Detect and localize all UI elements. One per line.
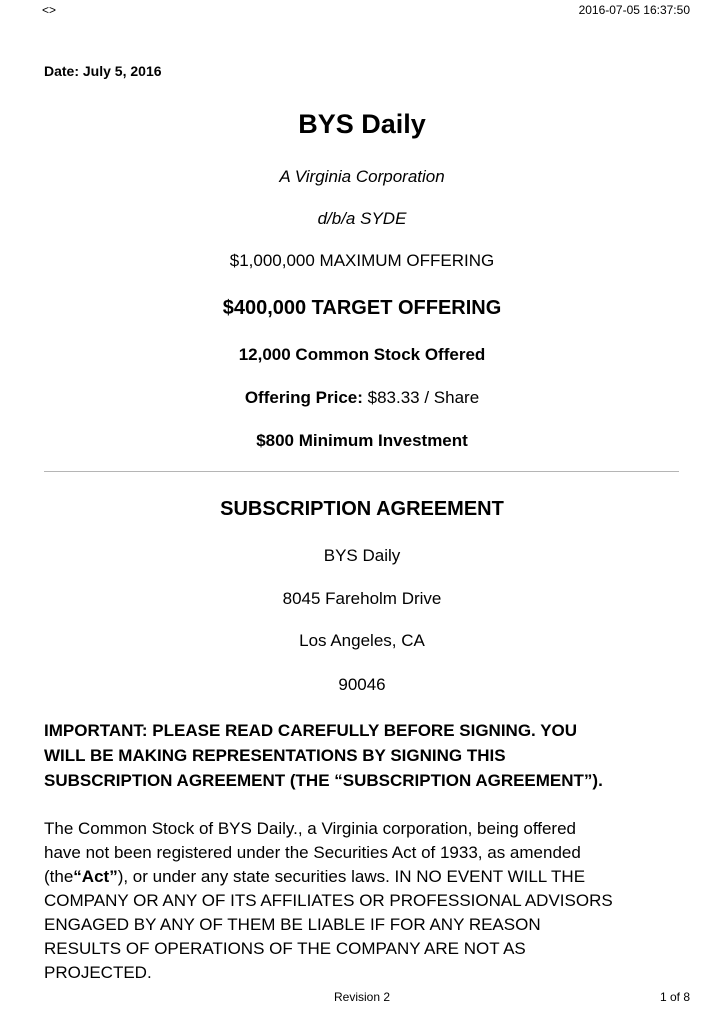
body-paragraph — [44, 817, 709, 985]
dba-line: d/b/a SYDE — [317, 209, 407, 228]
section-divider — [44, 471, 679, 472]
body-line: The Common Stock of BYS Daily., a Virginia corporation, being offered — [44, 819, 576, 838]
body-text: (the — [44, 867, 74, 886]
body-line: PROJECTED. — [44, 963, 152, 982]
company-title: BYS Daily — [298, 109, 426, 139]
address-zip: 90046 — [338, 675, 386, 694]
body-line: RESULTS OF OPERATIONS OF THE COMPANY ARE NOT AS — [44, 939, 526, 958]
offering-price-line — [0, 387, 724, 409]
important-line: WILL BE MAKING REPRESENTATIONS BY SIGNING THIS — [44, 746, 506, 765]
address-name: BYS Daily — [323, 546, 401, 565]
body-text: ), or under any state securities laws. IN NO EVENT WILL THE — [117, 867, 586, 886]
header-left-marker: <> — [42, 3, 57, 17]
target-offering: $400,000 TARGET OFFERING — [222, 297, 502, 319]
header-timestamp: 2016-07-05 16:37:50 — [578, 3, 690, 17]
footer-revision: Revision 2 — [333, 990, 391, 1004]
agreement-heading: SUBSCRIPTION AGREEMENT — [220, 498, 504, 520]
body-line — [44, 865, 709, 889]
body-line: have not been registered under the Securities Act of 1933, as amended — [44, 843, 581, 862]
shares-offered: 12,000 Common Stock Offered — [238, 345, 486, 364]
offering-price-value: $83.33 / Share — [367, 388, 480, 407]
important-line: IMPORTANT: PLEASE READ CAREFULLY BEFORE SIGNING. YOU — [44, 721, 578, 740]
body-line: COMPANY OR ANY OF ITS AFFILIATES OR PROFESSIONAL ADVISORS — [44, 891, 613, 910]
body-line: ENGAGED BY ANY OF THEM BE LIABLE IF FOR ANY REASON — [44, 915, 541, 934]
corporation-line: A Virginia Corporation — [279, 167, 445, 186]
important-line: SUBSCRIPTION AGREEMENT (THE “SUBSCRIPTION AGREEMENT”). — [44, 771, 603, 790]
address-street: 8045 Fareholm Drive — [282, 589, 442, 608]
offering-price-label: Offering Price: — [244, 388, 363, 407]
footer-page-number: 1 of 8 — [659, 990, 690, 1004]
important-notice — [44, 718, 694, 793]
address-city: Los Angeles, CA — [299, 631, 425, 650]
date-line: Date: July 5, 2016 — [44, 63, 162, 79]
max-offering: $1,000,000 MAXIMUM OFFERING — [229, 251, 495, 270]
min-investment: $800 Minimum Investment — [256, 431, 468, 450]
act-term: “Act” — [73, 867, 118, 886]
